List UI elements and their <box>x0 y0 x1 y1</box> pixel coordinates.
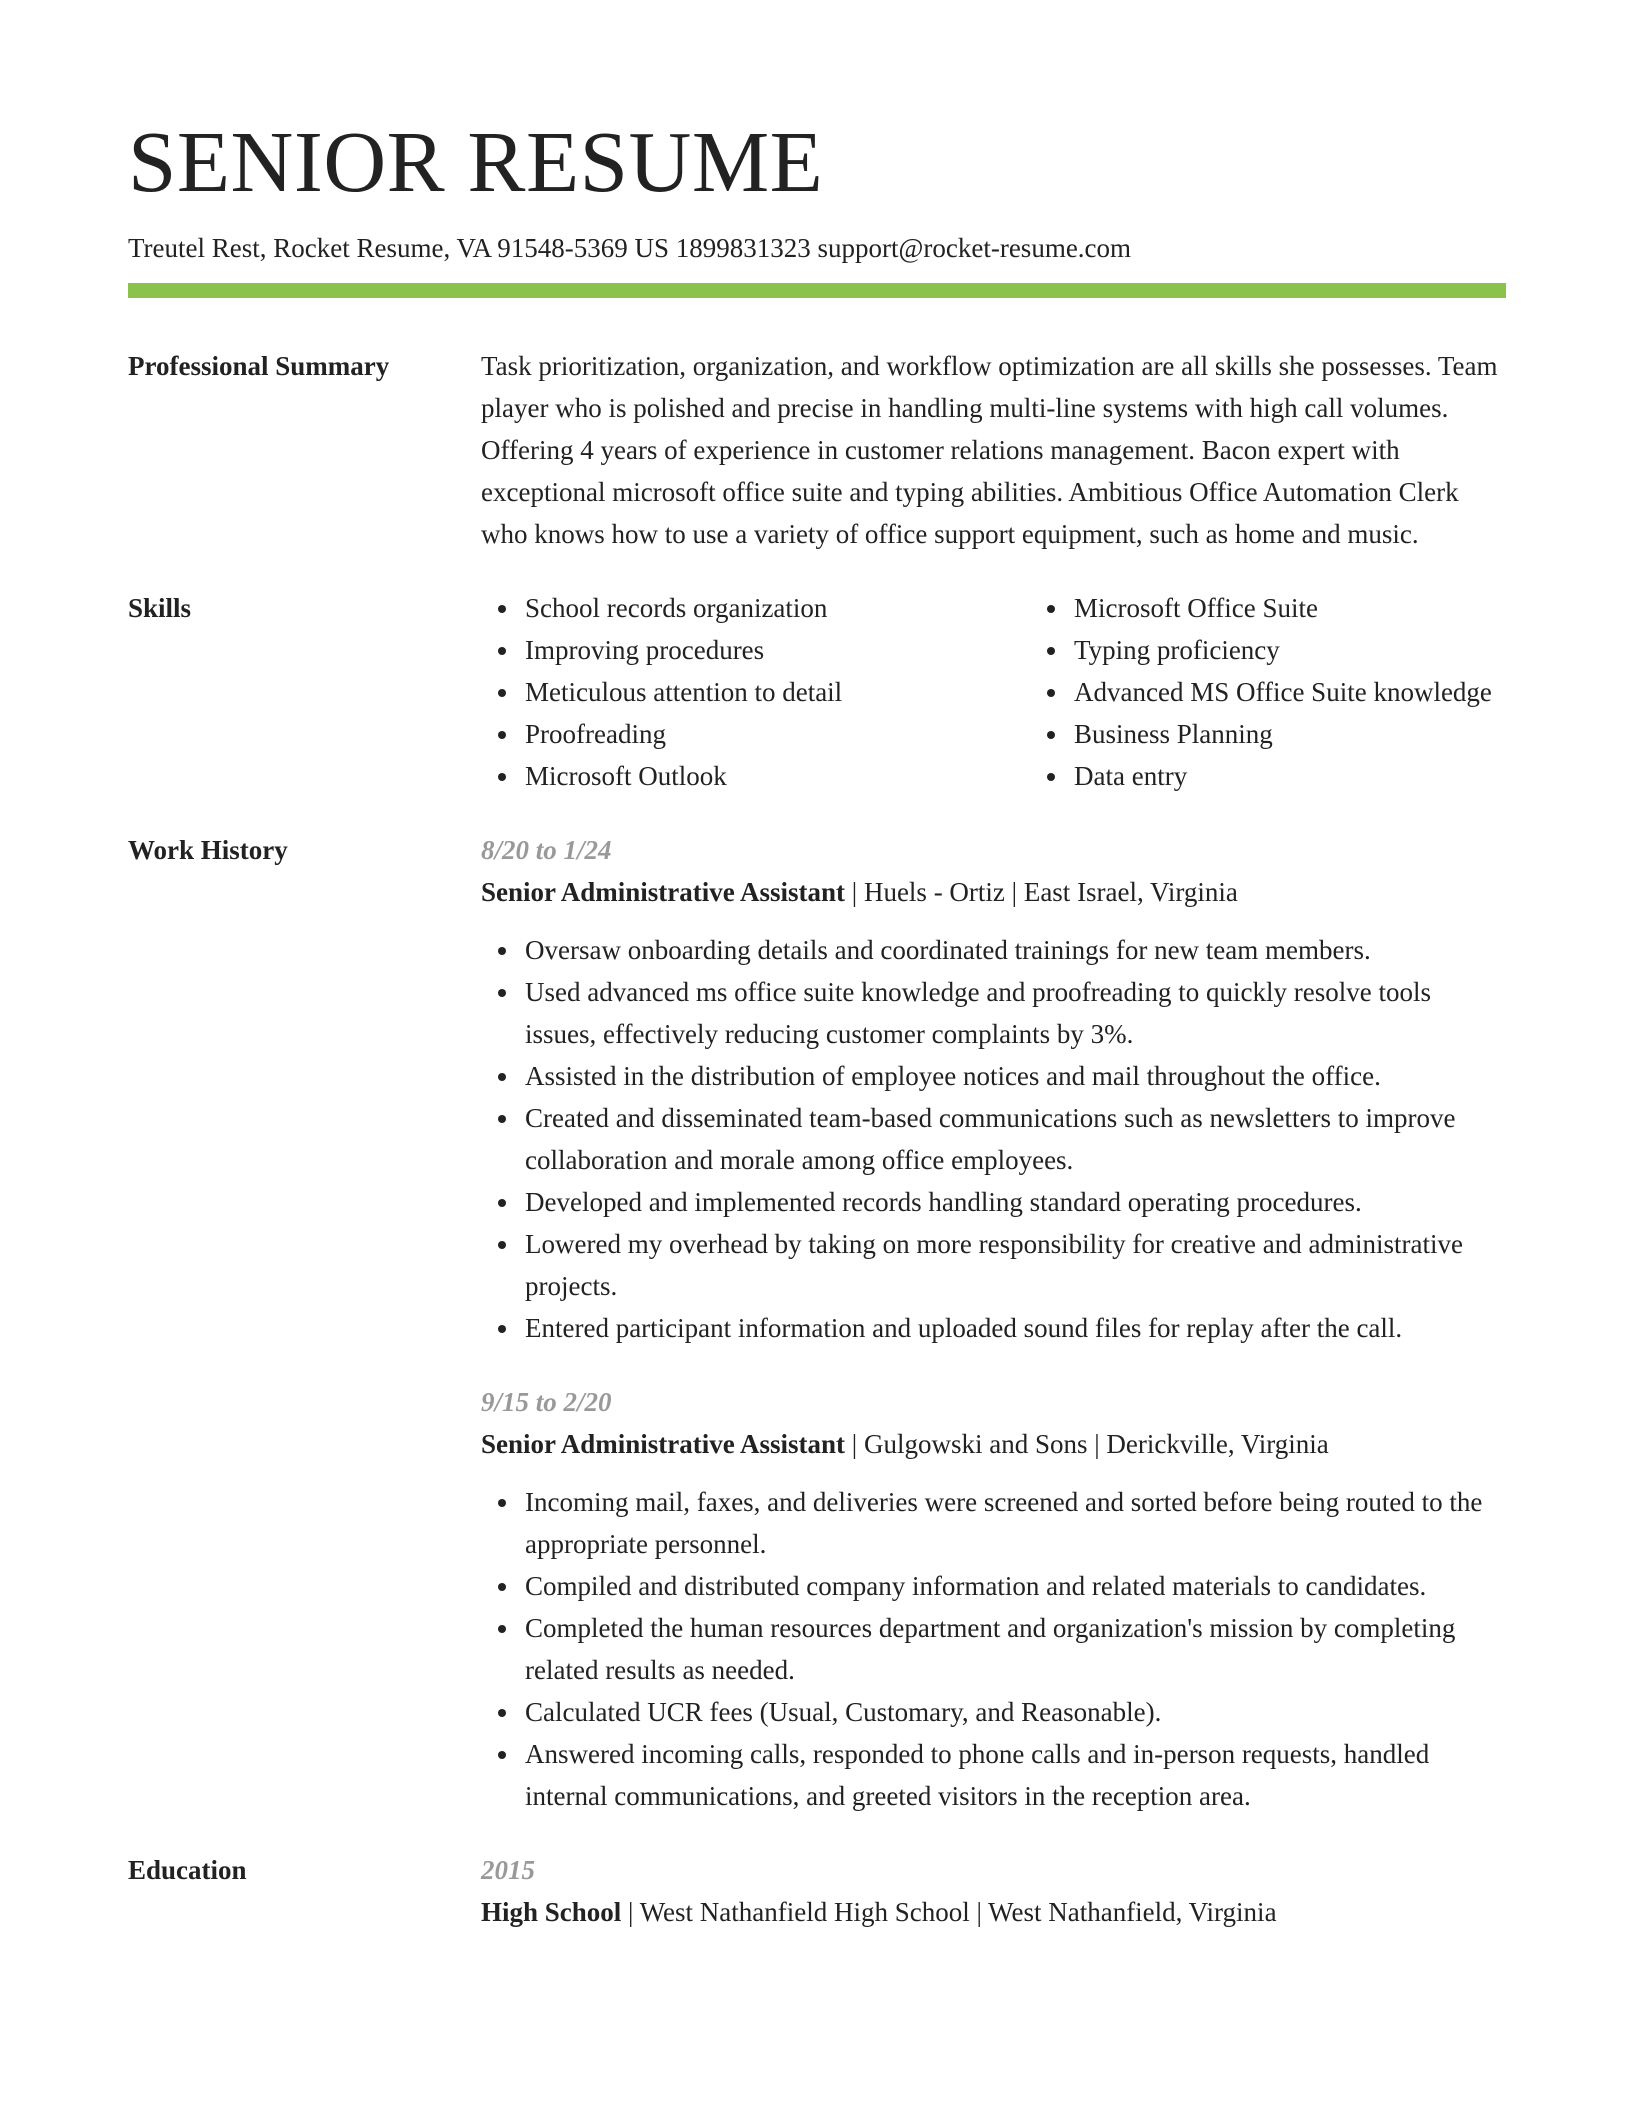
separator: | <box>1004 877 1024 908</box>
job-dates: 9/15 to 2/20 <box>481 1387 612 1418</box>
job-location: East Israel, Virginia <box>1023 877 1238 908</box>
job-location: Derickville, Virginia <box>1106 1429 1329 1460</box>
separator: | <box>621 1897 640 1928</box>
skill-item: Microsoft Outlook <box>525 755 1030 797</box>
job-heading-line <box>481 871 1506 913</box>
education-line <box>481 1891 1506 1933</box>
contact-email: support@rocket-resume.com <box>817 233 1132 263</box>
job-dates: 8/20 to 1/24 <box>481 835 612 866</box>
job-bullet: Lowered my overhead by taking on more responsibility for creative and administrative projects. <box>525 1223 1506 1307</box>
education-school: West Nathanfield High School <box>639 1897 970 1928</box>
skill-item: Meticulous attention to detail <box>525 671 1030 713</box>
summary-text: Task prioritization, organization, and workflow optimization are all skills she possesses. Team player who is polished and precise in handling multi-line systems with high call volumes. Offering 4 years of experience in customer relations management. Bacon expert with exceptional microsoft office suite and typing abilities. Ambitious Office Automation Clerk who knows how to use a variety of office support equipment, such as home and music. <box>481 351 1498 550</box>
separator: | <box>1087 1429 1107 1460</box>
job-bullet: Answered incoming calls, responded to phone calls and in-person requests, handled internal communications, and greeted visitors in the reception area. <box>525 1733 1506 1817</box>
job-bullet: Developed and implemented records handling standard operating procedures. <box>525 1181 1506 1223</box>
contact-phone: 1899831323 <box>675 233 811 263</box>
job-bullets <box>481 1481 1506 1817</box>
contact-address: Treutel Rest, Rocket Resume, VA 91548-5369 US <box>128 233 670 263</box>
separator: | <box>845 877 864 908</box>
education-location: West Nathanfield, Virginia <box>988 1897 1277 1928</box>
job-bullet: Created and disseminated team-based communications such as newsletters to improve collaboration and morale among office employees. <box>525 1097 1506 1181</box>
skill-item: Typing proficiency <box>1074 629 1534 671</box>
skill-item: Proofreading <box>525 713 1030 755</box>
summary-heading: Professional Summary <box>128 351 390 382</box>
job-entry <box>481 829 1506 1349</box>
education-degree: High School <box>481 1897 622 1928</box>
job-heading-line <box>481 1423 1506 1465</box>
job-title: Senior Administrative Assistant <box>481 877 846 908</box>
skills-list-left <box>481 587 1030 797</box>
separator: | <box>969 1897 989 1928</box>
accent-divider <box>128 283 1506 298</box>
skills-list-right <box>1030 587 1534 797</box>
job-company: Huels - Ortiz <box>863 877 1005 908</box>
skills-columns <box>481 587 1534 797</box>
resume-name: SENIOR RESUME <box>128 113 824 210</box>
job-bullet: Incoming mail, faxes, and deliveries were screened and sorted before being routed to the appropriate personnel. <box>525 1481 1506 1565</box>
summary-section <box>128 345 1506 555</box>
job-company: Gulgowski and Sons <box>863 1429 1088 1460</box>
skill-item: Advanced MS Office Suite knowledge <box>1074 671 1534 713</box>
job-title: Senior Administrative Assistant <box>481 1429 846 1460</box>
contact-line <box>128 232 1506 264</box>
work-history-heading: Work History <box>128 835 288 866</box>
job-entry <box>481 1381 1506 1817</box>
resume-page <box>128 113 1506 1933</box>
work-history-body <box>481 829 1506 1817</box>
skill-item: Improving procedures <box>525 629 1030 671</box>
education-heading: Education <box>128 1855 247 1886</box>
work-history-section <box>128 829 1506 1817</box>
job-bullets <box>481 929 1506 1349</box>
separator: | <box>845 1429 864 1460</box>
skill-item: Data entry <box>1074 755 1534 797</box>
skills-heading: Skills <box>128 593 192 624</box>
skill-item: Business Planning <box>1074 713 1534 755</box>
job-bullet: Entered participant information and uploaded sound files for replay after the call. <box>525 1307 1506 1349</box>
job-bullet: Compiled and distributed company information and related materials to candidates. <box>525 1565 1506 1607</box>
job-bullet: Calculated UCR fees (Usual, Customary, and Reasonable). <box>525 1691 1506 1733</box>
job-bullet: Oversaw onboarding details and coordinated trainings for new team members. <box>525 929 1506 971</box>
skill-item: School records organization <box>525 587 1030 629</box>
education-section <box>128 1849 1506 1933</box>
education-body <box>481 1849 1506 1933</box>
skills-section <box>128 587 1506 797</box>
job-bullet: Used advanced ms office suite knowledge and proofreading to quickly resolve tools issues, effectively reducing customer complaints by 3%. <box>525 971 1506 1055</box>
skill-item: Microsoft Office Suite <box>1074 587 1534 629</box>
job-bullet: Assisted in the distribution of employee notices and mail throughout the office. <box>525 1055 1506 1097</box>
education-year: 2015 <box>481 1855 535 1886</box>
job-bullet: Completed the human resources department and organization's mission by completing related results as needed. <box>525 1607 1506 1691</box>
